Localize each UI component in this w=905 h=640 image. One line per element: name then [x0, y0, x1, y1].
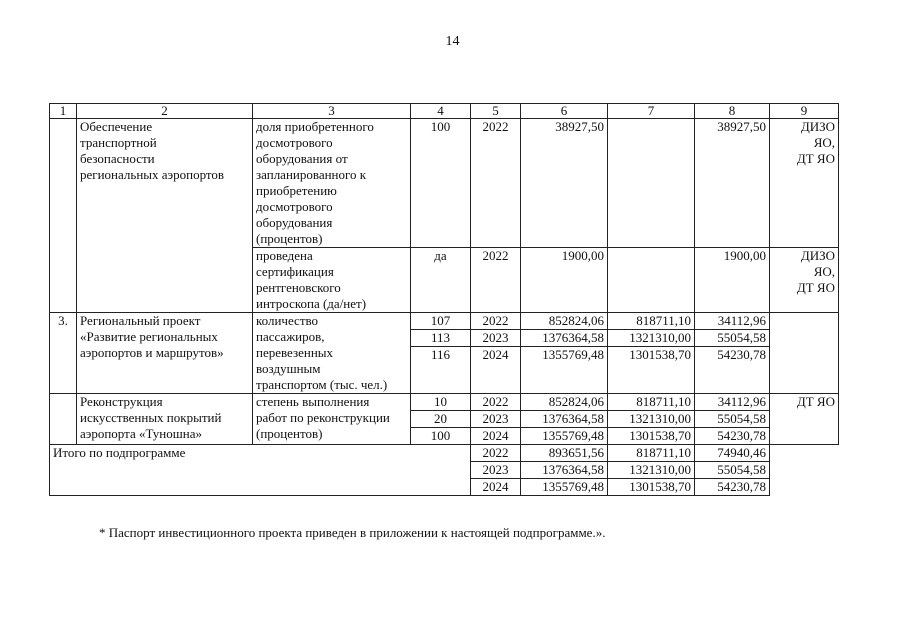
indicator-value: да: [411, 248, 471, 313]
header-col-5: 5: [471, 104, 521, 119]
year-value: 2023: [471, 462, 520, 479]
row-number-cell: [50, 119, 77, 313]
total-row: [50, 445, 839, 496]
executor-cell: ДИЗО ЯО, ДТ ЯО: [770, 248, 839, 313]
indicator-values-cell: [411, 394, 471, 445]
header-col-3: 3: [253, 104, 411, 119]
indicator-value: 10: [411, 394, 470, 411]
page-number: 14: [445, 34, 460, 49]
amount-col8: 34112,96: [695, 313, 769, 330]
amount-col6: 1355769,48: [542, 347, 604, 362]
amount-col7: [608, 119, 695, 248]
indicator-cell: степень выполнения работ по реконструкции (процентов): [253, 394, 411, 445]
amount-col7: 818711,10: [608, 394, 694, 411]
indicator-value: 116: [430, 347, 451, 362]
amount-col7: 1301538,70: [629, 428, 691, 443]
indicator-cell: количество пассажиров, перевезенных воздушным транспортом (тыс. чел.): [253, 313, 411, 394]
year-value: 2024: [482, 428, 509, 443]
table-row: [50, 394, 839, 445]
year-cell: 2022: [471, 119, 521, 248]
total-label: Итого по подпрограмме: [50, 445, 471, 496]
amount-col8: 55054,58: [695, 411, 769, 428]
amount-col8: 54230,78: [717, 428, 766, 443]
executor-cell: [770, 313, 839, 394]
header-col-1: 1: [50, 104, 77, 119]
measure-name-cell: Обеспечение транспортной безопасности региональных аэропортов: [77, 119, 253, 313]
header-col-7: 7: [608, 104, 695, 119]
year-value: 2022: [471, 313, 520, 330]
table-row: [50, 119, 839, 248]
indicator-value: 20: [411, 411, 470, 428]
indicator-cell: проведена сертификация рентгеновского интроскопа (да/нет): [253, 248, 411, 313]
amount-col7: 818711,10: [608, 445, 694, 462]
program-table: [49, 103, 839, 496]
amount-col7: 1301538,70: [629, 347, 691, 362]
amount-col7: 1301538,70: [629, 479, 691, 494]
amounts-col7-cell: [608, 394, 695, 445]
measure-name-cell: Реконструкция искусственных покрытий аэропорта «Туношна»: [77, 394, 253, 445]
year-value: 2023: [471, 411, 520, 428]
header-col-9: 9: [770, 104, 839, 119]
amount-col6: 1355769,48: [542, 479, 604, 494]
amount-col6: 1376364,58: [521, 411, 607, 428]
amount-col8: 55054,58: [695, 330, 769, 347]
footnote: * Паспорт инвестиционного проекта приведен в приложении к настоящей подпрограмме.».: [99, 525, 606, 540]
amount-col6: 852824,06: [521, 313, 607, 330]
amount-col8: 38927,50: [695, 119, 770, 248]
amount-col6: 1355769,48: [542, 428, 604, 443]
amount-col8: 1900,00: [695, 248, 770, 313]
indicator-value: 100: [430, 428, 451, 443]
year-value: 2024: [482, 347, 509, 362]
amounts-col7-cell: [608, 313, 695, 394]
amount-col7: 818711,10: [608, 313, 694, 330]
executor-cell: ДИЗО ЯО, ДТ ЯО: [770, 119, 839, 248]
amount-col6: 38927,50: [521, 119, 608, 248]
amount-col6: 1376364,58: [521, 330, 607, 347]
header-col-2: 2: [77, 104, 253, 119]
indicator-values-cell: [411, 313, 471, 394]
header-col-6: 6: [521, 104, 608, 119]
amount-col7: 1321310,00: [608, 330, 694, 347]
header-row: [50, 104, 839, 119]
row-number-cell: 3.: [50, 313, 77, 394]
amounts-col6-cell: [521, 445, 608, 496]
amounts-col7-cell: [608, 445, 695, 496]
year-value: 2023: [471, 330, 520, 347]
amount-col8: 34112,96: [695, 394, 769, 411]
header-col-4: 4: [411, 104, 471, 119]
measure-name-cell: Региональный проект «Развитие региональных аэропортов и маршрутов»: [77, 313, 253, 394]
amount-col6: 1900,00: [521, 248, 608, 313]
year-value: 2024: [482, 479, 509, 494]
indicator-value: 107: [411, 313, 470, 330]
amounts-col8-cell: [695, 445, 770, 496]
amount-col6: 893651,56: [521, 445, 607, 462]
indicator-cell: доля приобретенного досмотрового оборудования от запланированного к приобретению досмотрового оборудования (процентов): [253, 119, 411, 248]
amount-col7: 1321310,00: [608, 462, 694, 479]
amounts-col8-cell: [695, 394, 770, 445]
header-col-8: 8: [695, 104, 770, 119]
indicator-value: 100: [411, 119, 471, 248]
amount-col8: 74940,46: [695, 445, 769, 462]
amount-col7: 1321310,00: [608, 411, 694, 428]
amount-col7: [608, 248, 695, 313]
years-cell: [471, 394, 521, 445]
amounts-col8-cell: [695, 313, 770, 394]
amount-col6: 852824,06: [521, 394, 607, 411]
indicator-value: 113: [411, 330, 470, 347]
years-cell: [471, 445, 521, 496]
amount-col8: 54230,78: [717, 479, 766, 494]
empty-cell: [770, 445, 839, 496]
year-value: 2022: [471, 445, 520, 462]
amount-col8: 55054,58: [695, 462, 769, 479]
amounts-col6-cell: [521, 313, 608, 394]
year-value: 2022: [471, 394, 520, 411]
amount-col8: 54230,78: [717, 347, 766, 362]
years-cell: [471, 313, 521, 394]
row-number-cell: [50, 394, 77, 445]
year-cell: 2022: [471, 248, 521, 313]
executor-cell: ДТ ЯО: [770, 394, 839, 445]
amount-col6: 1376364,58: [521, 462, 607, 479]
table-row: [50, 313, 839, 394]
amounts-col6-cell: [521, 394, 608, 445]
